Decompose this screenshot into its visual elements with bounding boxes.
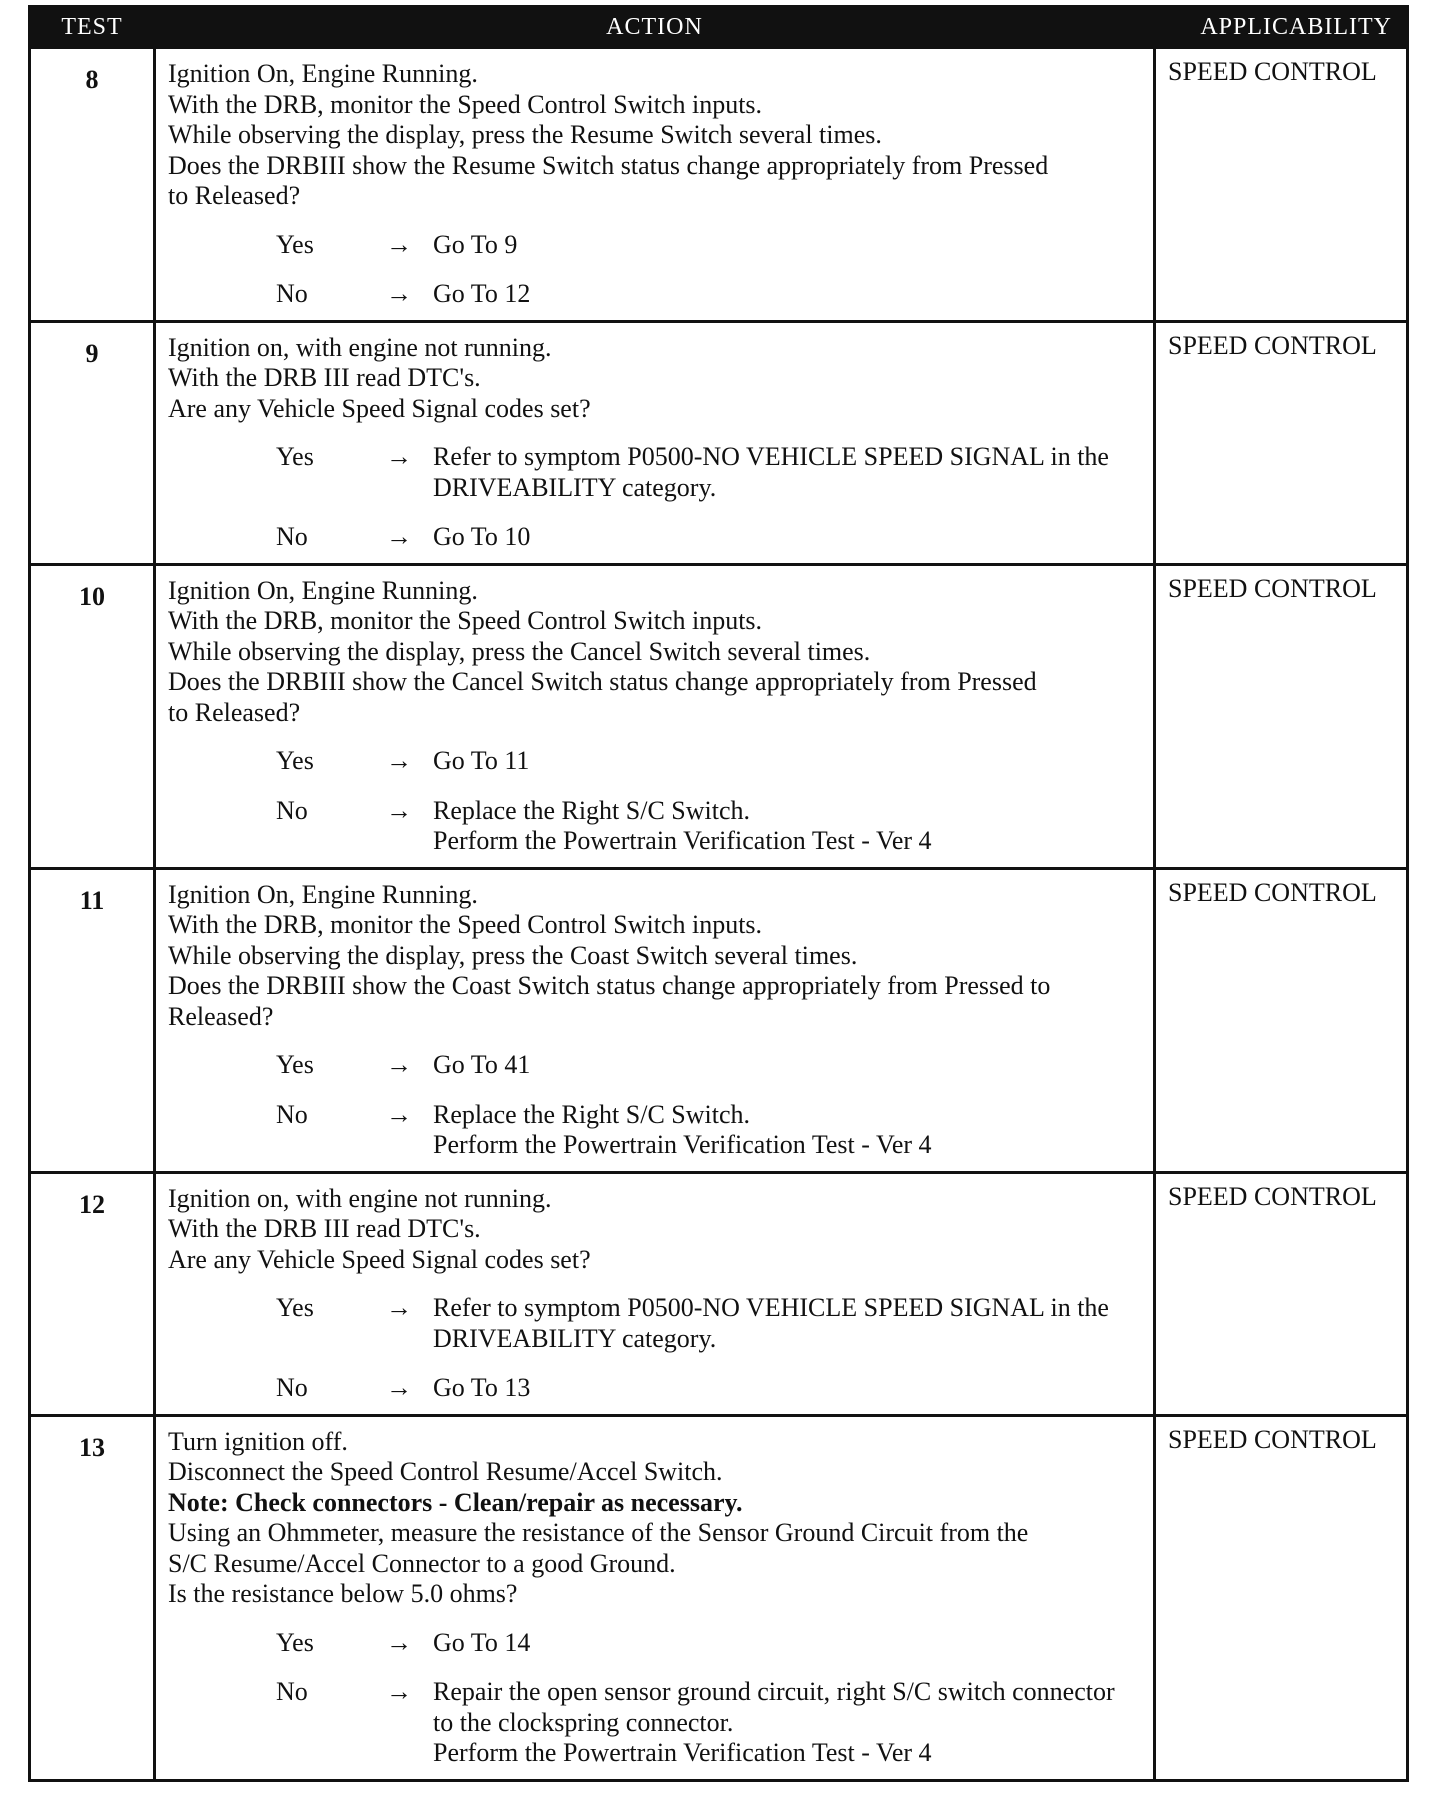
applicability-cell: SPEED CONTROL: [1155, 1172, 1408, 1415]
diagnostic-table: [28, 5, 1409, 1782]
action-line: Ignition on, with engine not running.: [168, 332, 552, 362]
action-line: Ignition On, Engine Running.: [168, 879, 478, 909]
outcome-line: Perform the Powertrain Verification Test - Ver 4: [433, 1130, 932, 1159]
applicability-cell: SPEED CONTROL: [1155, 564, 1408, 868]
yes-label: Yes: [276, 1050, 314, 1079]
outcome-line: Replace the Right S/C Switch.: [433, 795, 751, 825]
table-row: [30, 1415, 1408, 1780]
no-outcome: [433, 1100, 1145, 1161]
no-label: No: [276, 1099, 308, 1129]
table-row: [30, 321, 1408, 564]
table-row: [30, 1172, 1408, 1415]
outcome-line: Refer to symptom P0500-NO VEHICLE SPEED SIGNAL in the: [433, 442, 1109, 471]
outcome-line: Go To 41: [433, 1050, 531, 1079]
right-arrow-icon: →: [386, 1627, 412, 1657]
action-line: Ignition On, Engine Running.: [168, 575, 478, 605]
right-arrow-icon: →: [386, 746, 412, 775]
yes-label: Yes: [276, 1293, 314, 1322]
outcome-line: Go To 12: [433, 279, 531, 308]
applicability-cell: SPEED CONTROL: [1155, 868, 1408, 1172]
outcome-line: Go To 10: [433, 522, 531, 551]
yes-outcome: [433, 1293, 1145, 1354]
action-line: While observing the display, press the Cancel Switch several times.: [168, 636, 871, 666]
action-cell: [155, 1415, 1155, 1780]
right-arrow-icon: →: [386, 1050, 412, 1079]
right-arrow-icon: →: [386, 442, 412, 471]
outcome-line: Replace the Right S/C Switch.: [433, 1099, 751, 1129]
no-result: [168, 1373, 1145, 1404]
table-body: [30, 48, 1408, 1781]
outcome-line: Go To 13: [433, 1373, 531, 1402]
action-line: to Released?: [168, 181, 301, 210]
action-line: Ignition On, Engine Running.: [168, 59, 478, 88]
yes-result: [168, 1050, 1145, 1081]
outcome-line: Repair the open sensor ground circuit, right S/C switch connector: [433, 1677, 1115, 1706]
outcome-line: Go To 14: [433, 1627, 531, 1657]
no-result: [168, 522, 1145, 553]
right-arrow-icon: →: [386, 229, 412, 259]
no-result: [168, 796, 1145, 857]
no-result: [168, 1100, 1145, 1161]
table-row: [30, 564, 1408, 868]
outcome-line: to the clockspring connector.: [433, 1707, 734, 1737]
applicability-cell: SPEED CONTROL: [1155, 48, 1408, 322]
action-line: While observing the display, press the Resume Switch several times.: [168, 120, 882, 149]
yes-outcome: [433, 442, 1145, 503]
action-line: With the DRB, monitor the Speed Control Switch inputs.: [168, 89, 763, 119]
applicability-cell: SPEED CONTROL: [1155, 1415, 1408, 1780]
action-line: With the DRB, monitor the Speed Control Switch inputs.: [168, 910, 763, 939]
action-line: Are any Vehicle Speed Signal codes set?: [168, 393, 591, 423]
outcome-line: Perform the Powertrain Verification Test - Ver 4: [433, 826, 932, 855]
yes-outcome: [433, 1628, 1145, 1659]
action-line: Is the resistance below 5.0 ohms?: [168, 1579, 518, 1608]
action-line: While observing the display, press the Coast Switch several times.: [168, 940, 858, 970]
action-line: Ignition on, with engine not running.: [168, 1183, 552, 1213]
yes-result: [168, 746, 1145, 777]
header-action: ACTION: [155, 7, 1155, 48]
right-arrow-icon: →: [386, 1099, 412, 1129]
no-label: No: [276, 279, 308, 308]
table-row: [30, 48, 1408, 322]
action-line: Turn ignition off.: [168, 1426, 348, 1456]
outcome-line: DRIVEABILITY category.: [433, 1323, 717, 1353]
yes-outcome: [433, 746, 1145, 777]
outcome-line: Go To 11: [433, 746, 530, 775]
right-arrow-icon: →: [386, 1293, 412, 1322]
action-line: With the DRB, monitor the Speed Control Switch inputs.: [168, 606, 763, 635]
action-note: Note: Check connectors - Clean/repair as necessary.: [168, 1487, 743, 1517]
test-number: 11: [30, 868, 155, 1172]
yes-result: [168, 442, 1145, 503]
yes-result: [168, 1293, 1145, 1354]
test-number: 13: [30, 1415, 155, 1780]
action-line: Does the DRBIII show the Resume Switch status change appropriately from Pressed: [168, 150, 1049, 180]
action-line: Does the DRBIII show the Cancel Switch status change appropriately from Pressed: [168, 667, 1037, 696]
action-line: Does the DRBIII show the Coast Switch status change appropriately from Pressed to: [168, 971, 1051, 1000]
yes-result: [168, 1628, 1145, 1659]
yes-label: Yes: [276, 442, 314, 471]
action-line: Disconnect the Speed Control Resume/Accel Switch.: [168, 1457, 723, 1486]
action-line: S/C Resume/Accel Connector to a good Ground.: [168, 1548, 676, 1578]
no-outcome: [433, 796, 1145, 857]
yes-result: [168, 230, 1145, 261]
no-label: No: [276, 1373, 308, 1402]
no-label: No: [276, 1677, 308, 1706]
table-row: [30, 868, 1408, 1172]
no-result: [168, 1677, 1145, 1769]
no-outcome: [433, 1373, 1145, 1404]
action-cell: [155, 48, 1155, 322]
test-number: 8: [30, 48, 155, 322]
yes-label: Yes: [276, 1627, 314, 1657]
no-outcome: [433, 279, 1145, 310]
applicability-cell: SPEED CONTROL: [1155, 321, 1408, 564]
action-line: to Released?: [168, 697, 301, 727]
outcome-line: Go To 9: [433, 229, 518, 259]
right-arrow-icon: →: [386, 522, 412, 551]
right-arrow-icon: →: [386, 1373, 412, 1402]
action-line: With the DRB III read DTC's.: [168, 363, 481, 392]
right-arrow-icon: →: [386, 279, 412, 308]
test-number: 9: [30, 321, 155, 564]
action-line: Are any Vehicle Speed Signal codes set?: [168, 1244, 591, 1274]
action-line: Released?: [168, 1001, 274, 1031]
action-cell: [155, 868, 1155, 1172]
no-label: No: [276, 522, 308, 551]
header-applicability: APPLICABILITY: [1155, 7, 1408, 48]
action-line: With the DRB III read DTC's.: [168, 1214, 481, 1243]
action-cell: [155, 1172, 1155, 1415]
yes-label: Yes: [276, 229, 314, 259]
no-outcome: [433, 522, 1145, 553]
no-result: [168, 279, 1145, 310]
outcome-line: Refer to symptom P0500-NO VEHICLE SPEED SIGNAL in the: [433, 1293, 1109, 1322]
right-arrow-icon: →: [386, 795, 412, 825]
action-line: Using an Ohmmeter, measure the resistance of the Sensor Ground Circuit from the: [168, 1518, 1029, 1547]
action-cell: [155, 321, 1155, 564]
yes-outcome: [433, 230, 1145, 261]
test-number: 12: [30, 1172, 155, 1415]
yes-outcome: [433, 1050, 1145, 1081]
yes-label: Yes: [276, 746, 314, 775]
no-outcome: [433, 1677, 1145, 1769]
outcome-line: Perform the Powertrain Verification Test - Ver 4: [433, 1738, 932, 1767]
outcome-line: DRIVEABILITY category.: [433, 472, 717, 502]
action-cell: [155, 564, 1155, 868]
table-header: [30, 7, 1408, 48]
header-test: TEST: [30, 7, 155, 48]
test-number: 10: [30, 564, 155, 868]
no-label: No: [276, 795, 308, 825]
right-arrow-icon: →: [386, 1677, 412, 1706]
